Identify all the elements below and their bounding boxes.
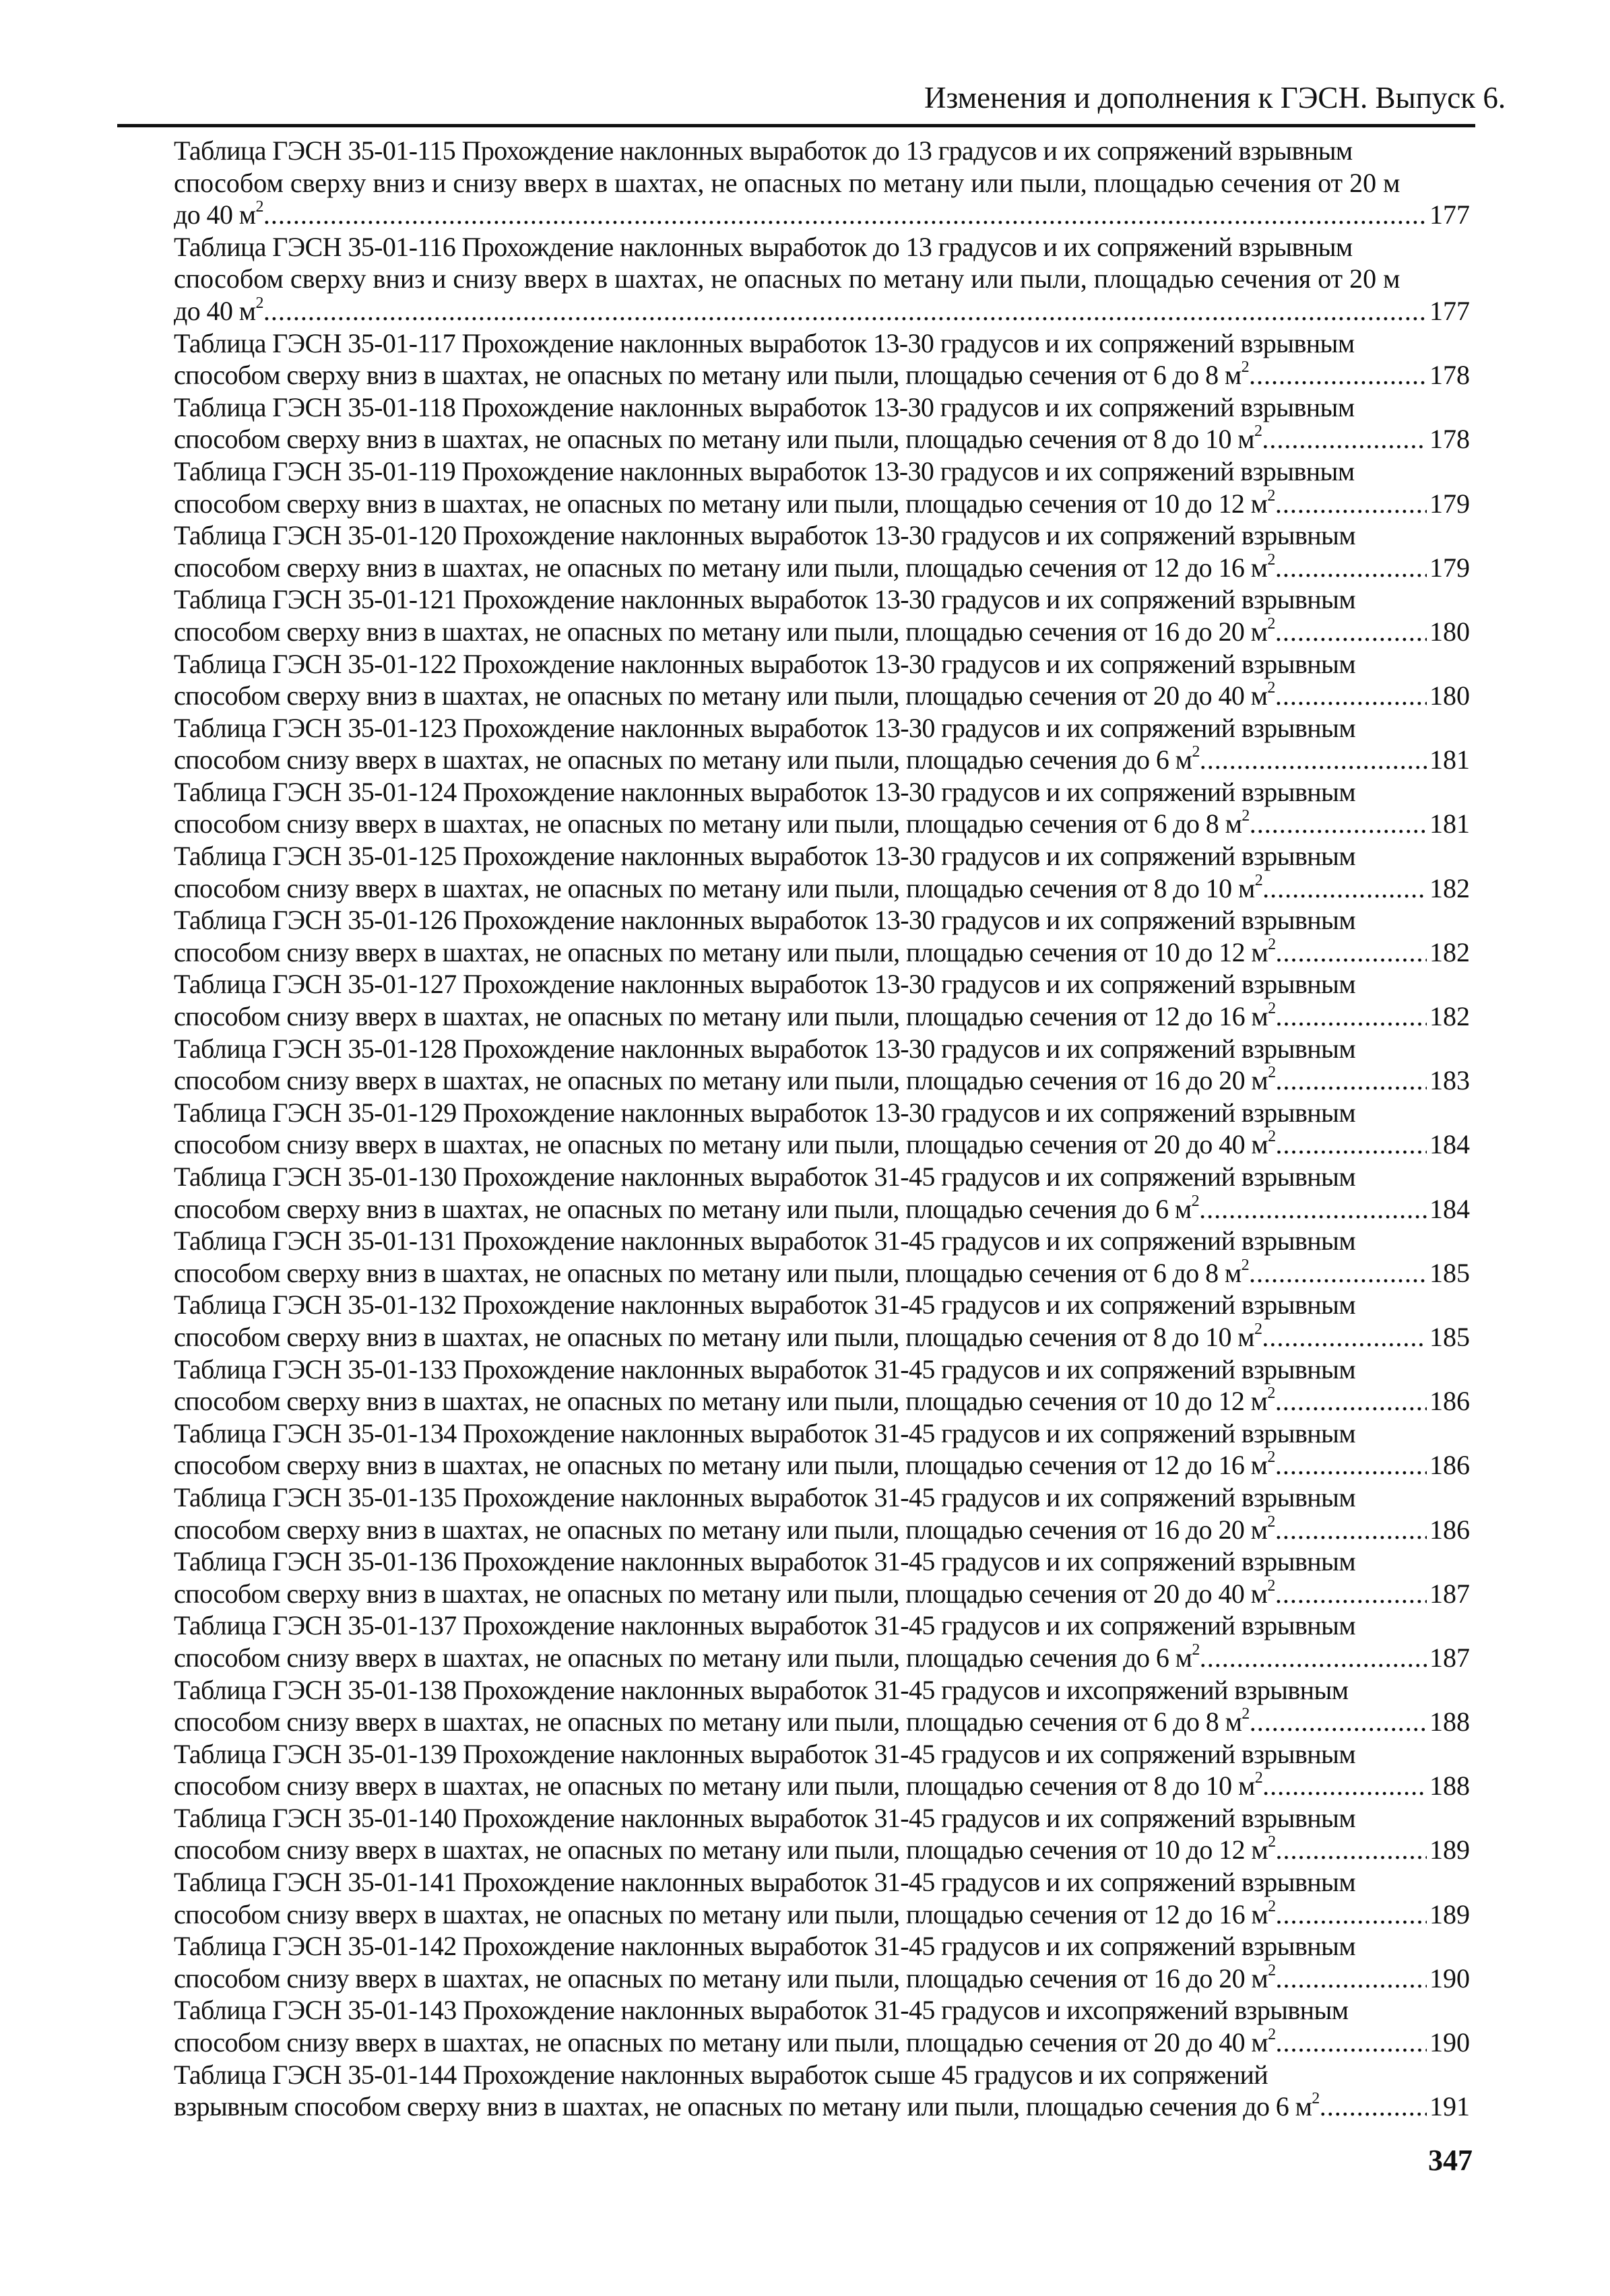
toc-entry-page: 184 [1429,1193,1470,1224]
toc-entry-line: Таблица ГЭСН 35-01-133 Прохождение наклонных выработок 31-45 градусов и их сопряжений взрывным [174,1353,1356,1384]
toc-entry-last-line [174,1064,1470,1097]
toc-entry-page: 184 [1429,1129,1470,1160]
toc-entry-last-text: способом снизу вверх в шахтах, не опасных по метану или пыли, площадью сечения от 8 до 10 м [174,1771,1255,1801]
toc-entry-last-text: способом сверху вниз в шахтах, не опасных по метану или пыли, площадью сечения от 6 до 8 м [174,360,1242,391]
toc-entry-last-line [174,295,1470,327]
toc-entry-line: Таблица ГЭСН 35-01-122 Прохождение наклонных выработок 13-30 градусов и их сопряжений взрывным [174,648,1356,679]
toc-entry-page: 182 [1429,936,1470,967]
toc-entry-last-text: способом снизу вверх в шахтах, не опасных по метану или пыли, площадью сечения до 6 м [174,744,1192,775]
superscript-exponent: 2 [1191,1192,1200,1210]
superscript-exponent: 2 [1268,1897,1276,1915]
toc-entry-page: 180 [1429,680,1470,711]
dot-leader [1275,1963,1427,1995]
toc-entry-text [174,2027,1275,2059]
superscript-exponent: 2 [1312,2090,1320,2108]
toc-entry-text [174,2091,1320,2123]
toc-entry-page: 189 [1429,1835,1470,1865]
superscript-exponent: 2 [1267,1512,1275,1531]
toc-entry-page: 178 [1429,424,1470,455]
toc-entry-line: Таблица ГЭСН 35-01-119 Прохождение наклонных выработок 13-30 градусов и их сопряжений взрывным [174,455,1355,486]
toc-entry[interactable] [174,1353,1470,1417]
toc-entry-last-text: способом снизу вверх в шахтах, не опасных по метану или пыли, площадью сечения от 6 до 8 м [174,1707,1242,1737]
toc-entry[interactable] [174,1097,1470,1161]
dot-leader [1262,1770,1427,1802]
toc-entry-text [174,1834,1275,1866]
toc-entry[interactable] [174,776,1470,840]
dot-leader [1275,1064,1427,1097]
toc-entry-last-text: способом снизу вверх в шахтах, не опасных по метану или пыли, площадью сечения от 10 до 12 м [174,936,1268,967]
superscript-exponent: 2 [1268,1000,1276,1018]
toc-entry[interactable] [174,583,1470,647]
toc-entry-last-text: способом сверху вниз в шахтах, не опасных по метану или пыли, площадью сечения от 10 до 12 м [174,1386,1268,1417]
toc-entry-last-text: способом сверху вниз в шахтах, не опасных по метану или пыли, площадью сечения от 16 до 20 м [174,616,1268,647]
toc-entry-line: Таблица ГЭСН 35-01-131 Прохождение наклонных выработок 31-45 градусов и их сопряжений взрывным [174,1225,1356,1256]
dot-leader [1275,1449,1427,1481]
toc-entry-last-text: способом сверху вниз в шахтах, не опасных по метану или пыли, площадью сечения от 8 до 10 м [174,424,1254,455]
table-of-contents [174,135,1470,2123]
toc-entry-page: 187 [1429,1578,1470,1609]
dot-leader [1200,744,1427,776]
toc-entry-text [174,1899,1275,1931]
toc-entry-page: 179 [1429,488,1470,519]
toc-entry[interactable] [174,1802,1470,1866]
toc-entry-last-text: способом снизу вверх в шахтах, не опасных по метану или пыли, площадью сечения от 6 до 8 м [174,808,1242,839]
toc-entry[interactable] [174,1225,1470,1289]
toc-entry-last-text: способом сверху вниз в шахтах, не опасных по метану или пыли, площадью сечения от 12 до 16 м [174,552,1268,583]
toc-entry-line: Таблица ГЭСН 35-01-136 Прохождение наклонных выработок 31-45 градусов и их сопряжений взрывным [174,1546,1356,1577]
toc-entry-last-text: способом снизу вверх в шахтах, не опасных по метану или пыли, площадью сечения от 12 до 16 м [174,1001,1268,1032]
toc-entry[interactable] [174,1545,1470,1609]
toc-entry-last-line [174,1128,1470,1161]
dot-leader [1200,1642,1427,1674]
toc-entry-page: 179 [1429,552,1470,583]
toc-entry-line: Таблица ГЭСН 35-01-120 Прохождение наклонных выработок 13-30 градусов и их сопряжений взрывным [174,520,1356,551]
toc-entry-last-line [174,1963,1470,1995]
toc-entry-last-line [174,1321,1470,1353]
toc-entry-last-text: способом снизу вверх в шахтах, не опасных по метану или пыли, площадью сечения от 16 до 20 м [174,1963,1268,1994]
superscript-exponent: 2 [255,294,263,312]
toc-entry-last-line [174,1193,1470,1225]
toc-entry-text [174,359,1249,391]
toc-entry-last-line [174,808,1470,840]
dot-leader [1275,488,1427,520]
dot-leader [1275,1128,1427,1161]
toc-entry[interactable] [174,904,1470,968]
toc-entry[interactable] [174,391,1470,455]
toc-entry-last-line [174,1642,1470,1674]
toc-entry-page: 189 [1429,1899,1470,1930]
toc-entry-text [174,1385,1275,1417]
toc-entry-last-line [174,936,1470,969]
toc-entry[interactable] [174,1481,1470,1545]
toc-entry-page: 190 [1429,1963,1470,1994]
toc-entry-line: Таблица ГЭСН 35-01-115 Прохождение наклонных выработок до 13 градусов и их сопряжений взрывным [174,135,1353,166]
toc-entry-text [174,488,1275,520]
toc-entry-line: Таблица ГЭСН 35-01-123 Прохождение наклонных выработок 13-30 градусов и их сопряжений взрывным [174,712,1356,743]
toc-entry-line: Таблица ГЭСН 35-01-139 Прохождение наклонных выработок 31-45 градусов и их сопряжений взрывным [174,1738,1356,1769]
toc-entry-last-text: способом сверху вниз в шахтах, не опасных по метану или пыли, площадью сечения от 20 до 40 м [174,1578,1268,1609]
toc-entry[interactable] [174,712,1470,776]
toc-entry-line: Таблица ГЭСН 35-01-144 Прохождение наклонных выработок сыше 45 градусов и их сопряжений [174,2059,1268,2090]
toc-entry-page: 180 [1429,616,1470,647]
toc-entry-last-line [174,1449,1470,1481]
superscript-exponent: 2 [1242,1705,1250,1723]
dot-leader [1250,808,1427,840]
toc-entry-line: Таблица ГЭСН 35-01-124 Прохождение наклонных выработок 13-30 градусов и их сопряжений взрывным [174,776,1356,807]
toc-entry-line: Таблица ГЭСН 35-01-116 Прохождение наклонных выработок до 13 градусов и их сопряжений взрывным [174,231,1353,262]
dot-leader [1275,1514,1427,1546]
superscript-exponent: 2 [1268,935,1276,953]
toc-entry-line: Таблица ГЭСН 35-01-137 Прохождение наклонных выработок 31-45 градусов и их сопряжений взрывным [174,1610,1356,1641]
toc-entry-last-text: способом сверху вниз в шахтах, не опасных по метану или пыли, площадью сечения от 20 до 40 м [174,680,1268,711]
toc-entry-last-line [174,1578,1470,1610]
superscript-exponent: 2 [1268,1833,1276,1851]
toc-entry-text [174,1321,1262,1353]
toc-entry-last-line [174,1770,1470,1802]
toc-entry-text [174,1963,1275,1995]
toc-entry-last-text: способом снизу вверх в шахтах, не опасных по метану или пыли, площадью сечения от 10 до 12 м [174,1835,1268,1865]
toc-entry-line: Таблица ГЭСН 35-01-134 Прохождение наклонных выработок 31-45 градусов и их сопряжений взрывным [174,1417,1356,1448]
toc-entry-line: Таблица ГЭСН 35-01-143 Прохождение наклонных выработок 31-45 градусов и ихсопряжений взрывным [174,1995,1349,2026]
toc-entry-last-text: до 40 м [174,199,256,230]
toc-entry[interactable] [174,1674,1470,1738]
toc-entry-page: 185 [1429,1257,1470,1288]
toc-entry[interactable] [174,1161,1470,1225]
dot-leader [1275,1000,1427,1033]
toc-entry-text [174,1193,1199,1225]
superscript-exponent: 2 [1267,614,1275,633]
toc-entry-last-text: способом сверху вниз в шахтах, не опасных по метану или пыли, площадью сечения от 16 до 20 м [174,1514,1268,1545]
toc-entry-last-line [174,1834,1470,1866]
toc-entry-text [174,423,1262,455]
toc-entry-last-line [174,359,1470,391]
toc-entry-last-text: способом сверху вниз в шахтах, не опасных по метану или пыли, площадью сечения от 6 до 8 м [174,1257,1242,1288]
toc-entry-text [174,1128,1275,1161]
superscript-exponent: 2 [1241,1256,1250,1274]
toc-entry-last-text: до 40 м [174,295,256,326]
toc-entry-last-line [174,1706,1470,1738]
toc-entry-line: Таблица ГЭСН 35-01-130 Прохождение наклонных выработок 31-45 градусов и их сопряжений взрывным [174,1161,1356,1192]
dot-leader [1199,1193,1427,1225]
toc-entry-page: 191 [1429,2091,1470,2122]
dot-leader [1275,2027,1427,2059]
toc-entry-line: Таблица ГЭСН 35-01-127 Прохождение наклонных выработок 13-30 градусов и их сопряжений взрывным [174,969,1356,1000]
toc-entry-last-line [174,2027,1470,2059]
toc-entry-page: 177 [1429,199,1470,230]
dot-leader [1275,616,1427,648]
toc-entry-last-text: способом снизу вверх в шахтах, не опасных по метану или пыли, площадью сечения от 12 до 16 м [174,1899,1268,1930]
superscript-exponent: 2 [1254,871,1263,889]
superscript-exponent: 2 [1267,1576,1275,1595]
superscript-exponent: 2 [1268,1064,1276,1082]
toc-entry-text [174,1578,1275,1610]
toc-entry-line: Таблица ГЭСН 35-01-121 Прохождение наклонных выработок 13-30 градусов и их сопряжений взрывным [174,584,1356,615]
toc-entry-last-line [174,423,1470,455]
superscript-exponent: 2 [1254,1769,1263,1787]
toc-entry-last-text: способом снизу вверх в шахтах, не опасных по метану или пыли, площадью сечения от 20 до 40 м [174,1129,1268,1160]
toc-entry-text [174,872,1262,905]
superscript-exponent: 2 [1192,743,1200,761]
toc-entry-last-text: способом снизу вверх в шахтах, не опасных по метану или пыли, площадью сечения от 16 до 20 м [174,1065,1268,1096]
toc-entry-page: 186 [1429,1386,1470,1417]
toc-entry-text [174,616,1275,648]
toc-entry-page: 186 [1429,1514,1470,1545]
toc-entry-page: 188 [1429,1707,1470,1737]
superscript-exponent: 2 [1268,1128,1276,1146]
toc-entry[interactable] [174,1930,1470,1994]
toc-entry-last-text: способом сверху вниз в шахтах, не опасных по метану или пыли, площадью сечения от 8 до 10 м [174,1321,1254,1352]
toc-entry-last-text: способом снизу вверх в шахтах, не опасных по метану или пыли, площадью сечения от 8 до 10 м [174,872,1255,903]
toc-entry[interactable] [174,1866,1470,1930]
toc-entry-line: Таблица ГЭСН 35-01-117 Прохождение наклонных выработок 13-30 градусов и их сопряжений взрывным [174,327,1355,358]
dot-leader [263,199,1427,231]
toc-entry-text [174,1449,1275,1481]
toc-entry-line: Таблица ГЭСН 35-01-125 Прохождение наклонных выработок 13-30 градусов и их сопряжений взрывным [174,841,1356,872]
toc-entry-last-line [174,872,1470,905]
superscript-exponent: 2 [1192,1640,1200,1659]
toc-entry[interactable] [174,135,1470,231]
superscript-exponent: 2 [255,198,263,216]
toc-entry[interactable] [174,231,1470,327]
superscript-exponent: 2 [1267,679,1275,697]
toc-entry-last-text: способом сверху вниз в шахтах, не опасных по метану или пыли, площадью сечения от 12 до 16 м [174,1450,1268,1481]
toc-entry-last-line [174,552,1470,584]
toc-entry-last-line [174,488,1470,520]
toc-entry-text [174,1770,1262,1802]
superscript-exponent: 2 [1254,1320,1262,1338]
toc-entry-last-text: способом снизу вверх в шахтах, не опасных по метану или пыли, площадью сечения до 6 м [174,1642,1192,1673]
toc-entry-text [174,1064,1275,1097]
superscript-exponent: 2 [1254,422,1262,441]
dot-leader [1262,1321,1427,1353]
dot-leader [1275,1578,1427,1610]
toc-entry-last-line [174,1000,1470,1033]
toc-entry-page: 182 [1429,1001,1470,1032]
toc-entry[interactable] [174,1033,1470,1097]
toc-entry-last-line [174,1514,1470,1546]
dot-leader [1250,1706,1427,1738]
dot-leader [1262,872,1427,905]
toc-entry[interactable] [174,455,1470,519]
toc-entry[interactable] [174,1417,1470,1481]
toc-entry-last-text: взрывным способом сверху вниз в шахтах, не опасных по метану или пыли, площадью сечения до 6 м [174,2091,1312,2122]
toc-entry-last-line [174,1257,1470,1289]
dot-leader [1249,359,1427,391]
toc-entry-text [174,936,1275,969]
toc-entry-page: 188 [1429,1771,1470,1801]
toc-entry-last-line [174,2091,1470,2123]
superscript-exponent: 2 [1267,550,1275,569]
dot-leader [1275,1899,1427,1931]
toc-entry-text [174,1642,1200,1674]
dot-leader [1320,2091,1427,2123]
toc-entry[interactable] [174,648,1470,712]
dot-leader [1275,1385,1427,1417]
toc-entry[interactable] [174,2059,1470,2123]
toc-entry-last-line [174,199,1470,231]
page-number: 347 [1428,2144,1473,2177]
toc-entry-line: Таблица ГЭСН 35-01-140 Прохождение наклонных выработок 31-45 градусов и их сопряжений взрывным [174,1802,1356,1833]
toc-entry-text [174,1000,1275,1033]
toc-entry-line: Таблица ГЭСН 35-01-142 Прохождение наклонных выработок 31-45 градусов и их сопряжений взрывным [174,1931,1356,1962]
toc-entry-line: способом сверху вниз и снизу вверх в шахтах, не опасных по метану или пыли, площадью сечения от 20 м [174,167,1400,198]
toc-entry-last-line [174,680,1470,712]
toc-entry-line: Таблица ГЭСН 35-01-132 Прохождение наклонных выработок 31-45 градусов и их сопряжений взрывным [174,1289,1356,1320]
superscript-exponent: 2 [1268,2026,1276,2044]
toc-entry-text [174,680,1275,712]
dot-leader [1275,552,1427,584]
toc-entry[interactable] [174,1994,1470,2058]
toc-entry-page: 190 [1429,2027,1470,2058]
toc-entry-line: Таблица ГЭСН 35-01-135 Прохождение наклонных выработок 31-45 градусов и их сопряжений взрывным [174,1481,1356,1512]
toc-entry-text [174,295,263,327]
toc-entry[interactable] [174,1738,1470,1802]
toc-entry-page: 181 [1429,808,1470,839]
toc-entry-page: 178 [1429,360,1470,391]
superscript-exponent: 2 [1242,807,1250,825]
toc-entry-page: 177 [1429,295,1470,326]
toc-entry-page: 183 [1429,1065,1470,1096]
dot-leader [1275,680,1427,712]
toc-entry-line: способом сверху вниз и снизу вверх в шахтах, не опасных по метану или пыли, площадью сечения от 20 м [174,263,1400,294]
toc-entry-last-line [174,1899,1470,1931]
dot-leader [1262,423,1427,455]
toc-entry-text [174,808,1250,840]
toc-entry-text [174,1706,1250,1738]
toc-entry-last-line [174,1385,1470,1417]
toc-entry-text [174,552,1275,584]
superscript-exponent: 2 [1267,1384,1275,1403]
dot-leader [1275,1834,1427,1866]
running-header: Изменения и дополнения к ГЭСН. Выпуск 6. [924,81,1506,115]
toc-entry-text [174,199,263,231]
toc-entry-line: Таблица ГЭСН 35-01-126 Прохождение наклонных выработок 13-30 градусов и их сопряжений взрывным [174,905,1356,936]
toc-entry[interactable] [174,327,1470,391]
dot-leader [1275,936,1427,969]
toc-entry-last-line [174,744,1470,776]
header-rule [117,124,1475,127]
dot-leader [263,295,1427,327]
toc-entry[interactable] [174,1609,1470,1673]
toc-entry-page: 187 [1429,1642,1470,1673]
superscript-exponent: 2 [1268,1961,1276,1979]
toc-entry[interactable] [174,519,1470,583]
toc-entry-line: Таблица ГЭСН 35-01-128 Прохождение наклонных выработок 13-30 градусов и их сопряжений взрывным [174,1033,1356,1064]
toc-entry-line: Таблица ГЭСН 35-01-141 Прохождение наклонных выработок 31-45 градусов и их сопряжений взрывным [174,1867,1356,1898]
toc-entry-line: Таблица ГЭСН 35-01-138 Прохождение наклонных выработок 31-45 градусов и ихсопряжений взрывным [174,1674,1349,1705]
toc-entry-line: Таблица ГЭСН 35-01-118 Прохождение наклонных выработок 13-30 градусов и их сопряжений взрывным [174,391,1355,422]
toc-entry-page: 185 [1429,1321,1470,1352]
toc-entry[interactable] [174,1289,1470,1353]
toc-entry-page: 186 [1429,1450,1470,1481]
dot-leader [1249,1257,1427,1289]
superscript-exponent: 2 [1241,358,1250,377]
superscript-exponent: 2 [1267,1448,1275,1467]
toc-entry-last-text: способом сверху вниз в шахтах, не опасных по метану или пыли, площадью сечения до 6 м [174,1193,1192,1224]
toc-entry-page: 181 [1429,744,1470,775]
toc-entry-text [174,1257,1249,1289]
toc-entry-last-line [174,616,1470,648]
toc-entry[interactable] [174,840,1470,904]
superscript-exponent: 2 [1267,486,1275,505]
toc-entry[interactable] [174,968,1470,1032]
toc-entry-line: Таблица ГЭСН 35-01-129 Прохождение наклонных выработок 13-30 градусов и их сопряжений взрывным [174,1097,1356,1128]
toc-entry-last-text: способом снизу вверх в шахтах, не опасных по метану или пыли, площадью сечения от 20 до 40 м [174,2027,1268,2058]
toc-entry-text [174,744,1200,776]
toc-entry-page: 182 [1429,872,1470,903]
toc-entry-last-text: способом сверху вниз в шахтах, не опасных по метану или пыли, площадью сечения от 10 до 12 м [174,488,1268,519]
toc-entry-text [174,1514,1275,1546]
